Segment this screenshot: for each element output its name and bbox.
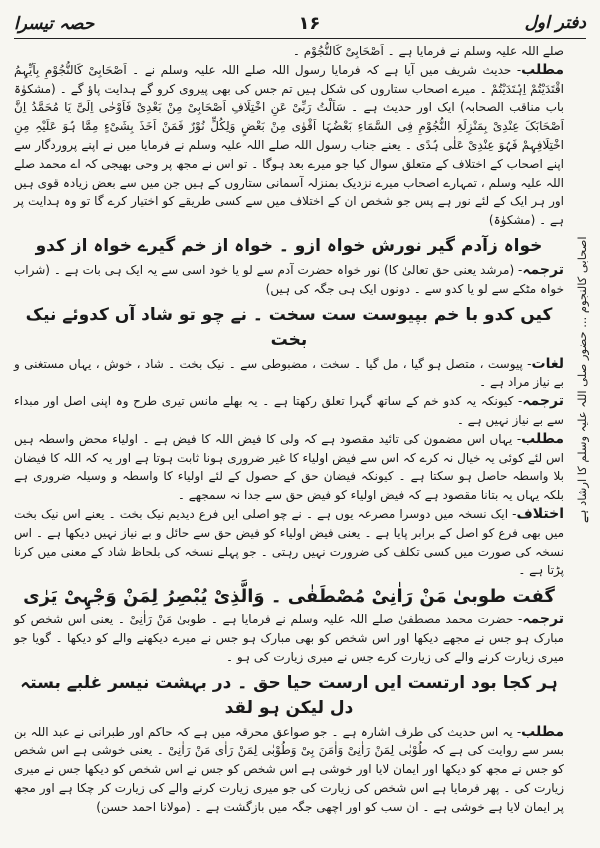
persian-verse: خواہ زآدم گیر نورش خواہ ازو ۔ خواہ از خم گیرے خواہ از کدو — [35, 235, 543, 256]
section-label: مطلب — [521, 723, 564, 740]
arabic-verse: گفت طوبیٰ مَنْ رَاٰنِیْ مُصْطَفٰی ۔ وَالَّذِیْ یُبْصِرُ لِمَنْ وَجْہِیْ یَرٰی — [23, 586, 555, 608]
paragraph: مطلب- یہ اس حدیث کی طرف اشارہ ہے ۔ جو صواعق محرقہ میں ہے کہ حاکم اور طبرانی نے عبد اللہ بن بسر سے روایت کی ہے کہ طُوْبٰی لِمَنْ رَاٰنِیْ وَاٰمَنَ بِیْ وَطُوْبٰی لِمَنْ رَاٰی مَنْ رَاٰنِیْ ۔ یعنی خوشی ہے اس شخص کو جس نے مجھ کو دیکھا اور ایمان لایا اور خوشی ہے اس شخص کو جس نے اس شخص کو دیکھا جس نے میری زیارت کی ۔ پھر فرمایا ہے اس شخص کی زیارت کی جو میری زیارت کرنے والے کی زیارت کر چکا ہے اور مجھ پر ایمان لایا ہے خوشی ہے ۔ ان سب کو اور اچھی جگہ میں بازگشت ہے ۔ (مولانا احمد حسن) — [14, 723, 564, 814]
header-left-title: حصہ تیسرا — [14, 13, 95, 34]
paragraph: اختلاف- ایک نسخہ میں دوسرا مصرعہ یوں ہے ۔ نے چو اصلی ایں فرع دیدیم نیک بخت ۔ یعنے اس نیک بخت میں بھی فرع کو اصل کے برابر پایا ہے ۔ یعنی فیض اولیاء کو فیض حق سے حائل و بے نیاز نہیں دیکھا ہے ۔ اس نسخہ کی صورت میں کسی تکلف کی ضرورت نہیں رہتی ۔ جو پہلے نسخہ کی بلحاظ شاد کے معنی میں کرنا پڑتا ہے ۔ — [14, 505, 564, 578]
paragraph: مطلب- حدیث شریف میں آیا ہے کہ فرمایا رسول اللہ صلے اللہ علیہ وسلم نے ۔ اَصْحَابِیْ کَالنُّجُوْمِ بِاَیِّہِمُ اقْتَدَیْتُمْ اِہْتَدَیْتُمْ ۔ میرے اصحاب ستاروں کی شکل ہیں تم جس کی بھی پیروی کرو گے ہدایت پاؤ گے ۔ (مشکوٰۃ باب مناقب الصحابہ) ایک اور حدیث ہے ۔ سَاَلْتُ رَبِّیْ عَنِ اخْتِلَافِ اَصْحَابِیْ مِنْ بَعْدِیْ فَاَوْحٰی اِلَیَّ یَا مُحَمَّدُ اِنَّ اَصْحَابَکَ عِنْدِیْ بِمَنْزِلَۃِ النُّجُوْمِ فِی السَّمَاءِ بَعْضُہَا اَقْوٰی مِنْ بَعْضٍ وَلِکُلٍّ نُوْرٌ فَمَنْ اَخَذَ بِشَیْءٍ مِمَّا ہُوَ عَلَیْہِ مِنِ اخْتِلَافِہِمْ فَہُوَ عِنْدِیْ عَلٰی ہُدًی ۔ یعنے جناب رسول اللہ صلے اللہ علیہ وسلم نے فرمایا میں نے اپنے پروردگار سے اپنے اصحاب کے اختلاف کے متعلق سوال کیا جو میرے بعد ہوگا ۔ تو اس نے مجھ پر وحی بھیجی کہ اے محمد صلے اللہ علیہ وسلم ، تمہارے اصحاب میرے نزدیک بمنزلہ آسمانی ستاروں کے ہیں جن میں سے بعض زیادہ قوی ہیں اور ہر ایک کے لئے نور ہے پس جو شخص ان کے اختلاف میں سے کسی طریقے کو اختیار کرے گا تو وہ ہدایت پر ہے ۔ (مشکوٰۃ) — [14, 61, 564, 228]
persian-verse: ہر کجا بود ارتست ایں ارست حیا حق ۔ در بہشت نیسر غلبے بستہ دل لیکن ہو لقد — [20, 672, 558, 718]
section-label: مطلب — [521, 61, 564, 78]
section-label: ترجمہ — [522, 611, 564, 628]
section-label: لغات — [531, 355, 564, 372]
paragraph: ترجمہ- کیونکہ یہ کدو خم کے ساتھ گہرا تعلق رکھتا ہے ۔ یہ بھلے مانس تیری طرح وہ اپنی اصل اور مبداء سے بے نیاز نہیں ہے ۔ — [14, 393, 564, 427]
paragraph: لغات- پیوست ، متصل ہو گیا ، مل گیا ۔ سخت ، مضبوطی سے ۔ نیک بخت ۔ شاد ، خوش ، یہاں مستغنی و بے نیاز مراد ہے ۔ — [14, 355, 564, 390]
persian-verse: کیں کدو با خم بپیوست ست سخت ۔ نے چو تو شاد آں کدوئے نیک بخت — [25, 304, 553, 350]
section-label: ترجمہ — [522, 393, 564, 410]
header-right-title: دفتر اول — [524, 13, 586, 33]
paragraph: ترجمہ- (مرشد یعنی حق تعالیٰ کا) نور خواہ حضرت آدم سے لو یا خود اسی سے یہ ایک ہی بات ہے ۔ (شراب خواہ مٹکے سے لو یا کدو سے ۔ دونوں ایک ہی جگہ کی ہیں) — [14, 261, 564, 296]
section-label: ترجمہ — [522, 261, 564, 278]
page-number: ۱۶ — [298, 12, 321, 34]
margin-note: اصحابی کالنجوم ... حضور صلی اللہ علیہ وسلم کا ارشاد ہے — [575, 236, 589, 524]
page-body — [14, 42, 564, 840]
paragraph: ترجمہ- حضرت محمد مصطفیٰ صلے اللہ علیہ وسلم نے فرمایا ہے ۔ طوبیٰ مَنْ رَاٰنِیْ ۔ یعنی اس شخص کو مبارک ہو جس نے مجھے دیکھا اور اس شخص کو بھی مبارک ہو جس نے میرے دیکھنے والے کو دیکھا ۔ گویا جو میری زیارت کرنے والے کی زیارت کرے جس نے میری زیارت کی ہو ۔ — [14, 611, 564, 664]
section-label: اختلاف — [516, 505, 564, 522]
paragraph: مطلب- یہاں اس مضمون کی تائید مقصود ہے کہ ولی کا فیض اللہ کا فیض ہے ۔ اولیاء محض واسطہ ہیں اس لئے کوئی یہ خیال نہ کرے کہ اس سے فیض اولیاء کا غیر ضروری ہونا ثابت ہوتا ہے اور یہ کہ اللہ کا فیضان بلا واسطہ حاصل ہو سکتا ہے ۔ کیونکہ فیضان حق کے حصول کے لئے اولیاء کا واسطہ و وسیلہ ضروری ہے بلکہ یہاں یہ بتانا مقصود ہے کہ فیض اولیاء کو فیض حق سے جدا نہ سمجھے ۔ — [14, 430, 564, 503]
page-header — [14, 8, 586, 39]
section-label: مطلب — [521, 430, 564, 447]
paragraph: صلے اللہ علیہ وسلم نے فرمایا ہے ۔ اَصْحَابِیْ کَالنُّجُوْم ۔ — [292, 44, 564, 58]
